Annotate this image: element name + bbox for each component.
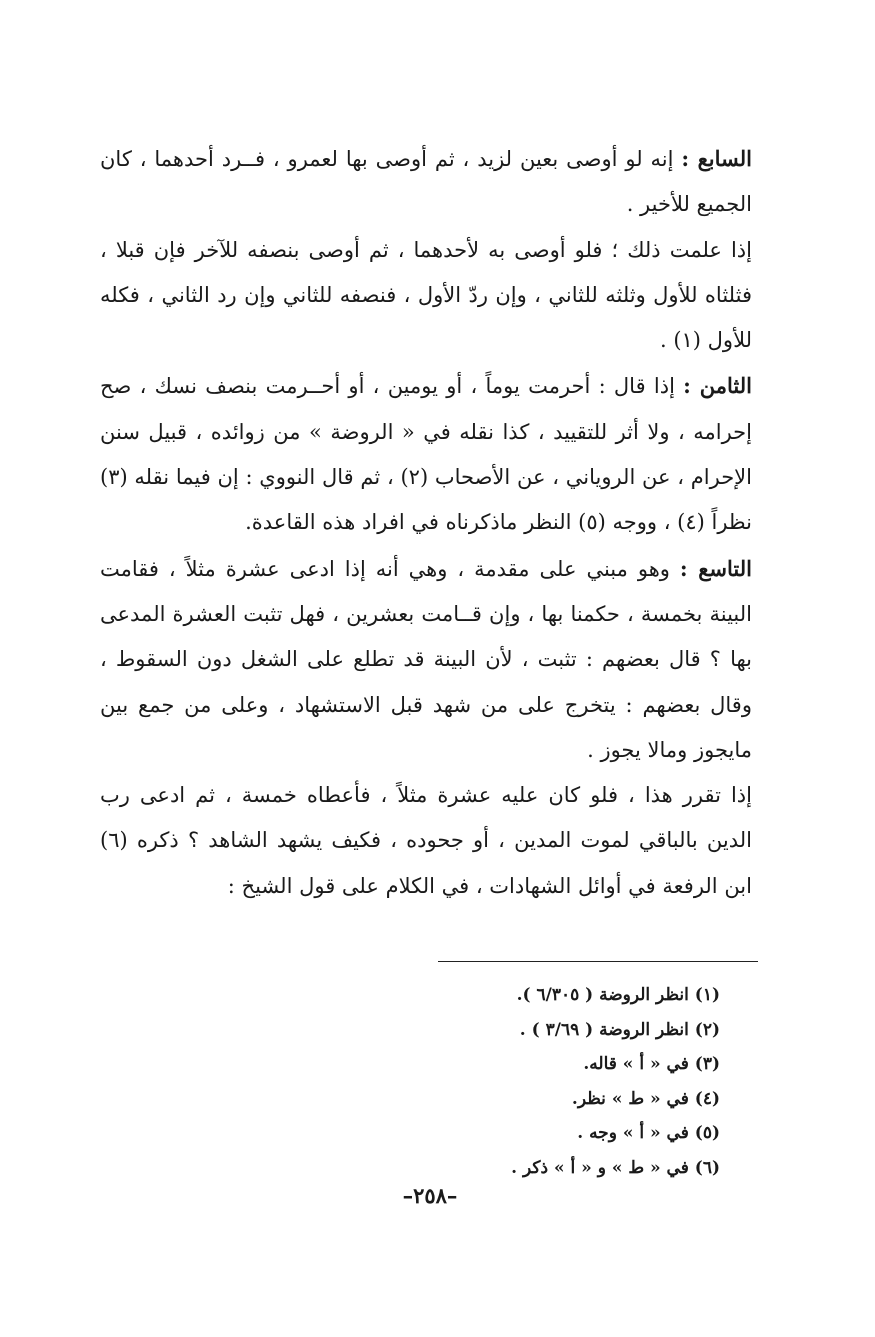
paragraph-seventh — [100, 136, 752, 228]
page-number: –٢٥٨– — [402, 1183, 458, 1208]
footnote-3: (٣) في « أ » قاله. — [583, 1054, 720, 1074]
footnote-1: (١) انظر الروضة ( ٦/٣٠٥ ). — [516, 985, 720, 1005]
paragraph-bequest-example — [100, 228, 752, 364]
paragraph-text: وهو مبني على مقدمة ، وهي أنه إذا ادعى عشرة مثلاً ، فقامت البينة بخمسة ، حكمنا بها ، وإن قــامت بعشرين ، فهل تثبت العشرة المدعى بها ؟ قال بعضهم : تثبت ، لأن البينة قد تطلع على الشغل دون السقوط ، وقال بعضهم : يتخرج على من شهد قبل الاستشهاد ، وعلى من جمع بين مايجوز ومالا يجوز . — [100, 556, 752, 762]
paragraph-text: إذا علمت ذلك ؛ فلو أوصى به لأحدهما ، ثم أوصى بنصفه للآخر فإن قبلا ، فثلثاه للأول وثلثه للثاني ، وإن ردّ الأول ، فنصفه للثاني وإن رد الثاني ، فكله للأول (١) . — [100, 237, 752, 353]
paragraph-text: إذا قال : أحرمت يوماً ، أو يومين ، أو أحــرمت بنصف نسك ، صح إحرامه ، ولا أثر للتقييد ، كذا نقله في « الروضة » من زوائده ، قبيل سنن الإحرام ، عن الروياني ، عن الأصحاب (٢) ، ثم قال النووي : إن فيما نقله (٣) نظراً (٤) ، ووجه (٥) النظر ماذكرناه في افراد هذه القاعدة. — [100, 374, 752, 535]
paragraph-text: إنه لو أوصى بعين لزيد ، ثم أوصى بها لعمرو ، فــرد أحدهما ، كان الجميع للأخير . — [100, 147, 752, 217]
paragraph-testimony — [100, 773, 752, 909]
footnotes — [330, 978, 720, 1185]
footnote-2: (٢) انظر الروضة ( ٣/٦٩ ) . — [519, 1019, 720, 1040]
paragraph-ninth — [100, 546, 752, 773]
paragraph-eighth — [100, 363, 752, 545]
footnote-4: (٤) في « ط » نظر. — [571, 1088, 720, 1109]
main-text — [100, 136, 752, 909]
paragraph-lead: السابع : — [681, 146, 752, 171]
paragraph-lead: التاسع : — [679, 555, 752, 581]
paragraph-text: إذا تقرر هذا ، فلو كان عليه عشرة مثلاً ، فأعطاه خمسة ، ثم ادعى رب الدين بالباقي لموت المدين ، أو جحوده ، فكيف يشهد الشاهد ؟ ذكره (٦) ابن الرفعة في أوائل الشهادات ، في الكلام على قول الشيخ : — [100, 783, 752, 898]
paragraph-lead: الثامن : — [683, 373, 753, 399]
footnote-5: (٥) في « أ » وجه . — [577, 1123, 720, 1143]
footnote-divider — [438, 961, 758, 962]
footnote-6: (٦) في « ط » و « أ » ذكر . — [511, 1157, 720, 1178]
